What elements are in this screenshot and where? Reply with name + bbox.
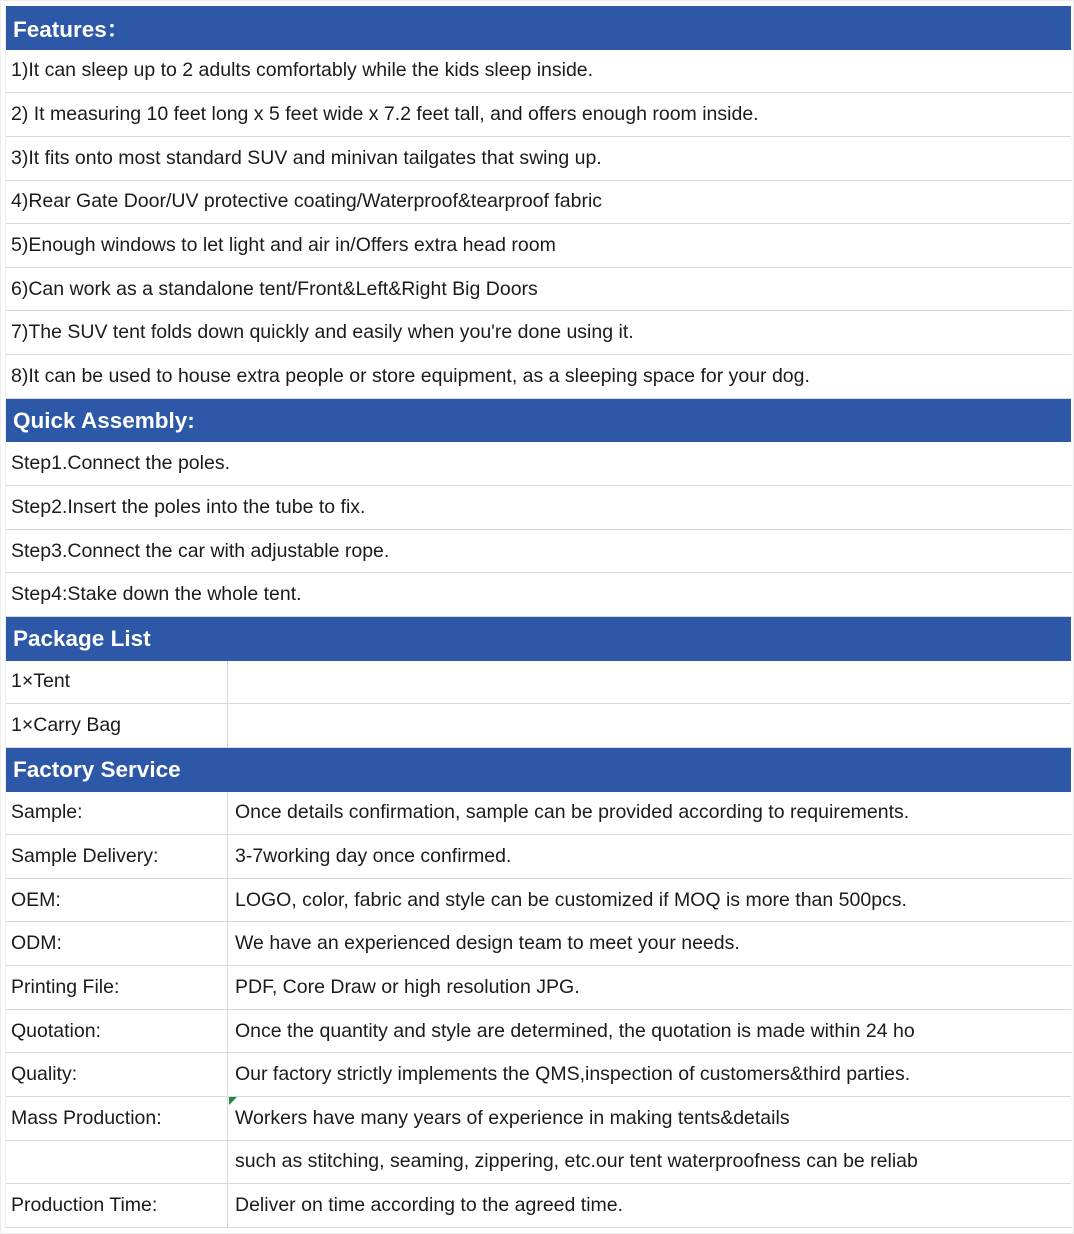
table-row	[6, 1010, 1071, 1054]
table-row	[6, 268, 1071, 312]
section-header-factory-service	[6, 748, 1071, 792]
service-label: OEM:	[6, 879, 228, 922]
table-row	[6, 50, 1071, 94]
table-row	[6, 355, 1071, 399]
table-row	[6, 311, 1071, 355]
section-title: Features：	[13, 16, 130, 42]
feature-item: 4)Rear Gate Door/UV protective coating/Waterproof&tearproof fabric	[11, 190, 603, 213]
section-header-features	[6, 6, 1071, 50]
feature-item: 8)It can be used to house extra people or store equipment, as a sleeping space for your dog.	[11, 364, 810, 387]
table-row	[6, 966, 1071, 1010]
assembly-step: Step2.Insert the poles into the tube to fix.	[11, 495, 366, 518]
spec-table	[5, 6, 1071, 1228]
service-label: Printing File:	[6, 966, 228, 1009]
assembly-step: Step3.Connect the car with adjustable rope.	[11, 539, 390, 562]
service-value: We have an experienced design team to meet your needs.	[235, 932, 740, 955]
table-row	[6, 530, 1071, 574]
assembly-step: Step4:Stake down the whole tent.	[11, 583, 302, 606]
service-label: Mass Production:	[6, 1097, 228, 1140]
table-row	[6, 704, 1071, 748]
service-value: 3-7working day once confirmed.	[235, 844, 512, 867]
section-title: Package List	[13, 625, 151, 651]
service-label: Sample:	[6, 792, 228, 835]
service-value: Workers have many years of experience in making tents&details	[235, 1106, 790, 1129]
service-value: Once the quantity and style are determined, the quotation is made within 24 ho	[235, 1019, 915, 1042]
service-value: LOGO, color, fabric and style can be customized if MOQ is more than 500pcs.	[235, 888, 907, 911]
feature-item: 6)Can work as a standalone tent/Front&Left&Right Big Doors	[11, 277, 538, 300]
table-row	[6, 442, 1071, 486]
table-row	[6, 224, 1071, 268]
section-title: Quick Assembly:	[13, 407, 195, 433]
section-header-package-list	[6, 617, 1071, 661]
package-item-label: 1×Tent	[6, 661, 228, 704]
service-label: ODM:	[6, 922, 228, 965]
service-label: Sample Delivery:	[6, 835, 228, 878]
table-row	[6, 922, 1071, 966]
table-row	[6, 93, 1071, 137]
package-item-label: 1×Carry Bag	[6, 704, 228, 747]
comment-flag-icon	[229, 1097, 237, 1105]
feature-item: 7)The SUV tent folds down quickly and easily when you're done using it.	[11, 321, 634, 344]
service-label: Quotation:	[6, 1010, 228, 1053]
feature-item: 1)It can sleep up to 2 adults comfortably while the kids sleep inside.	[11, 59, 594, 82]
table-row	[6, 181, 1071, 225]
table-row	[6, 1184, 1071, 1228]
service-label	[6, 1141, 228, 1184]
service-value: such as stitching, seaming, zippering, etc.our tent waterproofness can be reliab	[235, 1150, 918, 1173]
table-row	[6, 137, 1071, 181]
service-value: Our factory strictly implements the QMS,inspection of customers&third parties.	[235, 1063, 911, 1086]
service-label: Production Time:	[6, 1184, 228, 1227]
feature-item: 5)Enough windows to let light and air in/Offers extra head room	[11, 234, 556, 257]
table-row	[6, 835, 1071, 879]
table-row	[6, 879, 1071, 923]
service-value: PDF, Core Draw or high resolution JPG.	[235, 975, 580, 998]
table-row	[6, 661, 1071, 705]
table-row	[6, 486, 1071, 530]
table-row	[6, 1053, 1071, 1097]
table-row	[6, 792, 1071, 836]
service-label: Quality:	[6, 1053, 228, 1096]
table-row	[6, 1141, 1071, 1185]
service-value: Deliver on time according to the agreed time.	[235, 1194, 624, 1217]
section-header-quick-assembly	[6, 399, 1071, 443]
feature-item: 3)It fits onto most standard SUV and minivan tailgates that swing up.	[11, 146, 602, 169]
assembly-step: Step1.Connect the poles.	[11, 452, 230, 475]
table-row	[6, 1097, 1071, 1141]
feature-item: 2) It measuring 10 feet long x 5 feet wide x 7.2 feet tall, and offers enough room inside.	[11, 103, 759, 126]
service-value: Once details confirmation, sample can be provided according to requirements.	[235, 801, 910, 824]
section-title: Factory Service	[13, 756, 181, 782]
table-row	[6, 573, 1071, 617]
